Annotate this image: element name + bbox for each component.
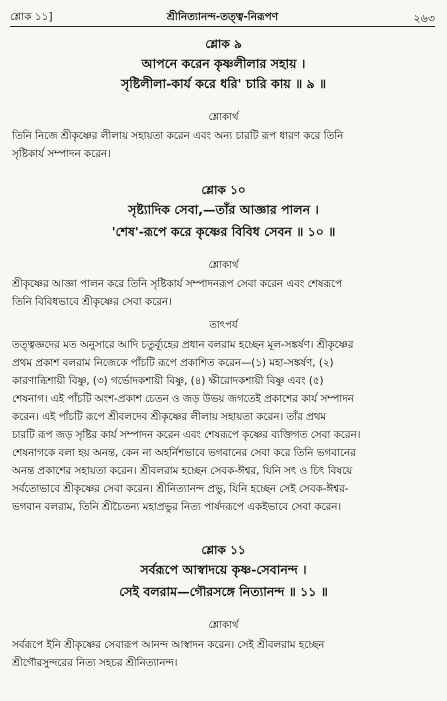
purport-line: কারণাব্ধিশায়ী বিষ্ণু, (৩) গর্ভোদকশায়ী বিষ্ণু, (৪) ক্ষীরোদকশায়ী বিষ্ণু এবং (৫)	[12, 375, 324, 387]
translation-line: শ্রীগৌরসুন্দরের নিত্য সহচর শ্রীনিত্যানন্দ।	[12, 657, 178, 669]
purport-line: করেন। এই পাঁচটি রূপে শ্রীবলদেব শ্রীকৃষ্ণের লীলায় সহায়তা করেন। তাঁর প্রথম	[12, 411, 327, 423]
sloka-10-translation-label	[0, 258, 447, 275]
sloka-title: শ্লোক ১০	[201, 183, 246, 197]
header-chapter-title: শ্রীনিত্যানন্দ-তত্ত্ব-নিরূপণ	[166, 11, 279, 23]
sloka-10-verse	[0, 200, 447, 242]
translation-label: শ্লোকার্থ	[208, 260, 239, 271]
verse-line: সেই বলরাম—গৌরসঙ্গে নিত্যানন্দ ॥ ১১ ॥	[119, 584, 328, 599]
purport-line: শেষনাগ। এই পাঁচটি অংশ-প্রকাশ চেতন ও জড় উভয় জগতেই প্রকাশের কার্য সম্পাদন	[12, 393, 354, 405]
purport-line: চারটি রূপ জড় সৃষ্টির কার্য সম্পাদন করেন এবং শেষরূপে কৃষ্ণের ব্যক্তিগত সেবা করেন।	[12, 429, 361, 441]
sloka-11-translation	[12, 636, 435, 672]
verse-line: সৃষ্ট্যাদিক সেবা,—তাঁর আজ্ঞার পালন ।	[128, 202, 319, 217]
verse-line: আপনে করেন কৃষ্ণলীলার সহায় ।	[141, 56, 306, 71]
verse-line: 'শেষ'-রূপে করে কৃষ্ণের বিবিধ সেবন ॥ ১০ ॥	[111, 224, 336, 239]
translation-line: শ্রীকৃষ্ণের আজ্ঞা পালন করে তিনি সৃষ্টিকার্য সম্পাদনরূপ সেবা করেন এবং শেষরূপে	[12, 278, 343, 290]
translation-line: সৃষ্টিকার্য সম্পাদন করেন।	[12, 148, 111, 160]
sloka-9-translation	[12, 127, 435, 163]
purport-line: অনন্ত প্রকাশের সহায়তা করেন। শ্রীবলরাম হচ্ছেন সেবক-ঈশ্বর, যিনি সৎ ও চিৎ বিষয়ে	[12, 465, 353, 477]
purport-line: শেষনাগকে বলা হয় অনন্ত, কেন না অহর্নিশভাবে ভগবানের সেবা করে তিনি ভগবানের	[12, 447, 356, 459]
sloka-10	[0, 182, 447, 202]
purport-line: সর্বতোভাবে শ্রীকৃষ্ণের সেবা করেন। শ্রীনিত্যানন্দ প্রভু, যিনি হচ্ছেন সেই সেবক-ঈশ্বর-	[12, 483, 349, 495]
translation-line: তিনি নিজে শ্রীকৃষ্ণের লীলায় সহায়তা করেন এবং অন্য চারটি রূপ ধারণ করে তিনি	[12, 130, 344, 142]
sloka-title: শ্লোক ১১	[201, 543, 246, 557]
sloka-9	[0, 36, 447, 56]
verse-line: সর্বরূপে আস্বাদয়ে কৃষ্ণ-সেবানন্দ ।	[140, 562, 307, 577]
purport-label: তাৎপর্য	[209, 320, 238, 331]
sloka-9-verse	[0, 54, 447, 94]
purport-line: ভগবান বলরাম, তিনি শ্রীচৈতন্য মহাপ্রভুর নিত্য পার্ষদরূপে একইভাবে সেবা করেন।	[12, 501, 342, 513]
purport-line: প্রথম প্রকাশ বলরাম নিজেকে পাঁচটি রূপে প্রকাশিত করেন—(১) মহা-সঙ্কর্ষণ, (২)	[12, 357, 334, 369]
sloka-10-translation	[12, 275, 435, 311]
header-verse-ref: শ্লোক ১১]	[10, 11, 53, 23]
sloka-11-translation-label	[0, 618, 447, 635]
sloka-10-purport-label	[0, 318, 447, 335]
translation-label: শ্লোকার্থ	[208, 112, 239, 123]
page-header	[10, 10, 435, 27]
sloka-title: শ্লোক ৯	[205, 37, 242, 51]
page-number: ২৬৩	[413, 12, 435, 25]
translation-line: তিনি বিবিধভাবে শ্রীকৃষ্ণের সেবা করেন।	[12, 296, 172, 308]
sloka-11-verse	[0, 560, 447, 602]
sloka-10-purport	[12, 336, 435, 516]
sloka-9-translation-label	[0, 110, 447, 127]
purport-line: তত্ত্বজ্ঞদের মত অনুসারে আদি চতুর্ব্যূহের প্রধান বলরাম হচ্ছেন মূল-সঙ্কর্ষণ। শ্রীকৃষ্ণের	[12, 339, 354, 351]
sloka-11	[0, 542, 447, 562]
translation-line: সর্বরূপে ইনি শ্রীকৃষ্ণের সেবারূপ আনন্দ আস্বাদন করেন। সেই শ্রীবলরাম হচ্ছেন	[12, 639, 325, 651]
verse-line: সৃষ্টিলীলা-কার্য করে ধরি' চারি কায় ॥ ৯ ॥	[120, 76, 327, 91]
translation-label: শ্লোকার্থ	[208, 620, 239, 631]
